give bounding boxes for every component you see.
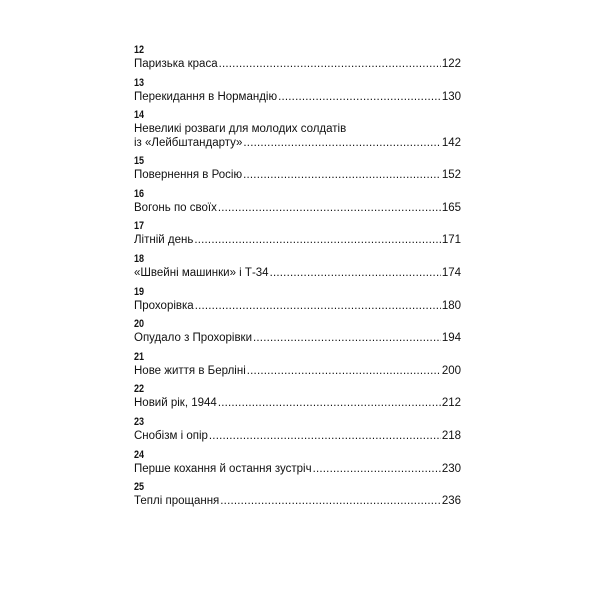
dot-leader [278, 90, 441, 104]
chapter-title: «Швейні машинки» і Т-34 [134, 266, 269, 279]
page-number: 152 [441, 169, 461, 182]
toc-entry-23 [134, 416, 461, 449]
toc-entry-19 [134, 286, 461, 319]
chapter-number: 24 [134, 448, 145, 461]
toc-entry-25 [134, 481, 461, 514]
toc-entry-17 [134, 220, 461, 253]
table-of-contents [134, 44, 461, 514]
chapter-title: Опудало з Прохорівки [134, 332, 253, 345]
page-number: 236 [441, 495, 461, 508]
page-number: 171 [441, 234, 461, 247]
page-number: 174 [441, 266, 461, 279]
toc-entry-16 [134, 188, 461, 221]
chapter-title: Снобізм і опір [134, 429, 208, 442]
chapter-title: Нове життя в Берліні [134, 364, 246, 377]
chapter-title: Новий рік, 1944 [134, 397, 217, 410]
chapter-number: 17 [134, 220, 145, 233]
dot-leader [243, 168, 441, 182]
toc-entry-15 [134, 155, 461, 188]
chapter-title-line-1: Невеликі розваги для молодих солдатів [134, 123, 347, 136]
chapter-title: Перше кохання й остання зустріч [134, 462, 312, 475]
chapter-number: 25 [134, 481, 145, 494]
dot-leader [313, 462, 441, 476]
toc-entry-21 [134, 351, 461, 384]
chapter-number: 20 [134, 318, 145, 331]
toc-entry-20 [134, 318, 461, 351]
page-number: 218 [441, 429, 461, 442]
page-number: 200 [441, 364, 461, 377]
dot-leader [218, 201, 441, 215]
chapter-number: 15 [134, 155, 145, 168]
toc-entry-13 [134, 77, 461, 110]
dot-leader [218, 396, 441, 410]
chapter-number: 22 [134, 383, 145, 396]
chapter-number: 18 [134, 252, 145, 265]
chapter-title: із «Лейбштандарту» [134, 137, 243, 150]
page-number: 142 [441, 137, 461, 150]
chapter-title: Теплі прощання [134, 495, 220, 508]
toc-entry-24 [134, 449, 461, 482]
chapter-number: 23 [134, 415, 145, 428]
dot-leader [194, 233, 440, 247]
chapter-title: Повернення в Росію [134, 169, 243, 182]
chapter-title: Прохорівка [134, 299, 194, 312]
chapter-title: Літній день [134, 234, 194, 247]
chapter-number: 21 [134, 350, 145, 363]
chapter-number: 19 [134, 285, 145, 298]
chapter-number: 13 [134, 76, 145, 89]
page-number: 180 [441, 299, 461, 312]
dot-leader [220, 494, 441, 508]
toc-entry-14 [134, 109, 461, 155]
dot-leader [209, 429, 441, 443]
page-number: 130 [441, 90, 461, 103]
dot-leader [270, 266, 441, 280]
chapter-title: Паризька краса [134, 58, 218, 70]
toc-entry-18 [134, 253, 461, 286]
page-number: 122 [441, 58, 461, 70]
dot-leader [253, 331, 441, 345]
dot-leader [243, 136, 440, 150]
toc-entry-22 [134, 383, 461, 416]
chapter-number: 16 [134, 187, 145, 200]
dot-leader [247, 364, 441, 378]
chapter-number: 14 [134, 109, 145, 122]
page-number: 194 [441, 332, 461, 345]
chapter-number: 12 [134, 44, 145, 56]
page-number: 165 [441, 201, 461, 214]
dot-leader [195, 299, 441, 313]
dot-leader [219, 57, 441, 71]
chapter-title: Перекидання в Нормандію [134, 90, 278, 103]
chapter-title: Вогонь по своїх [134, 201, 217, 214]
page-number: 230 [441, 462, 461, 475]
toc-entry-12 [134, 44, 461, 77]
page-number: 212 [441, 397, 461, 410]
